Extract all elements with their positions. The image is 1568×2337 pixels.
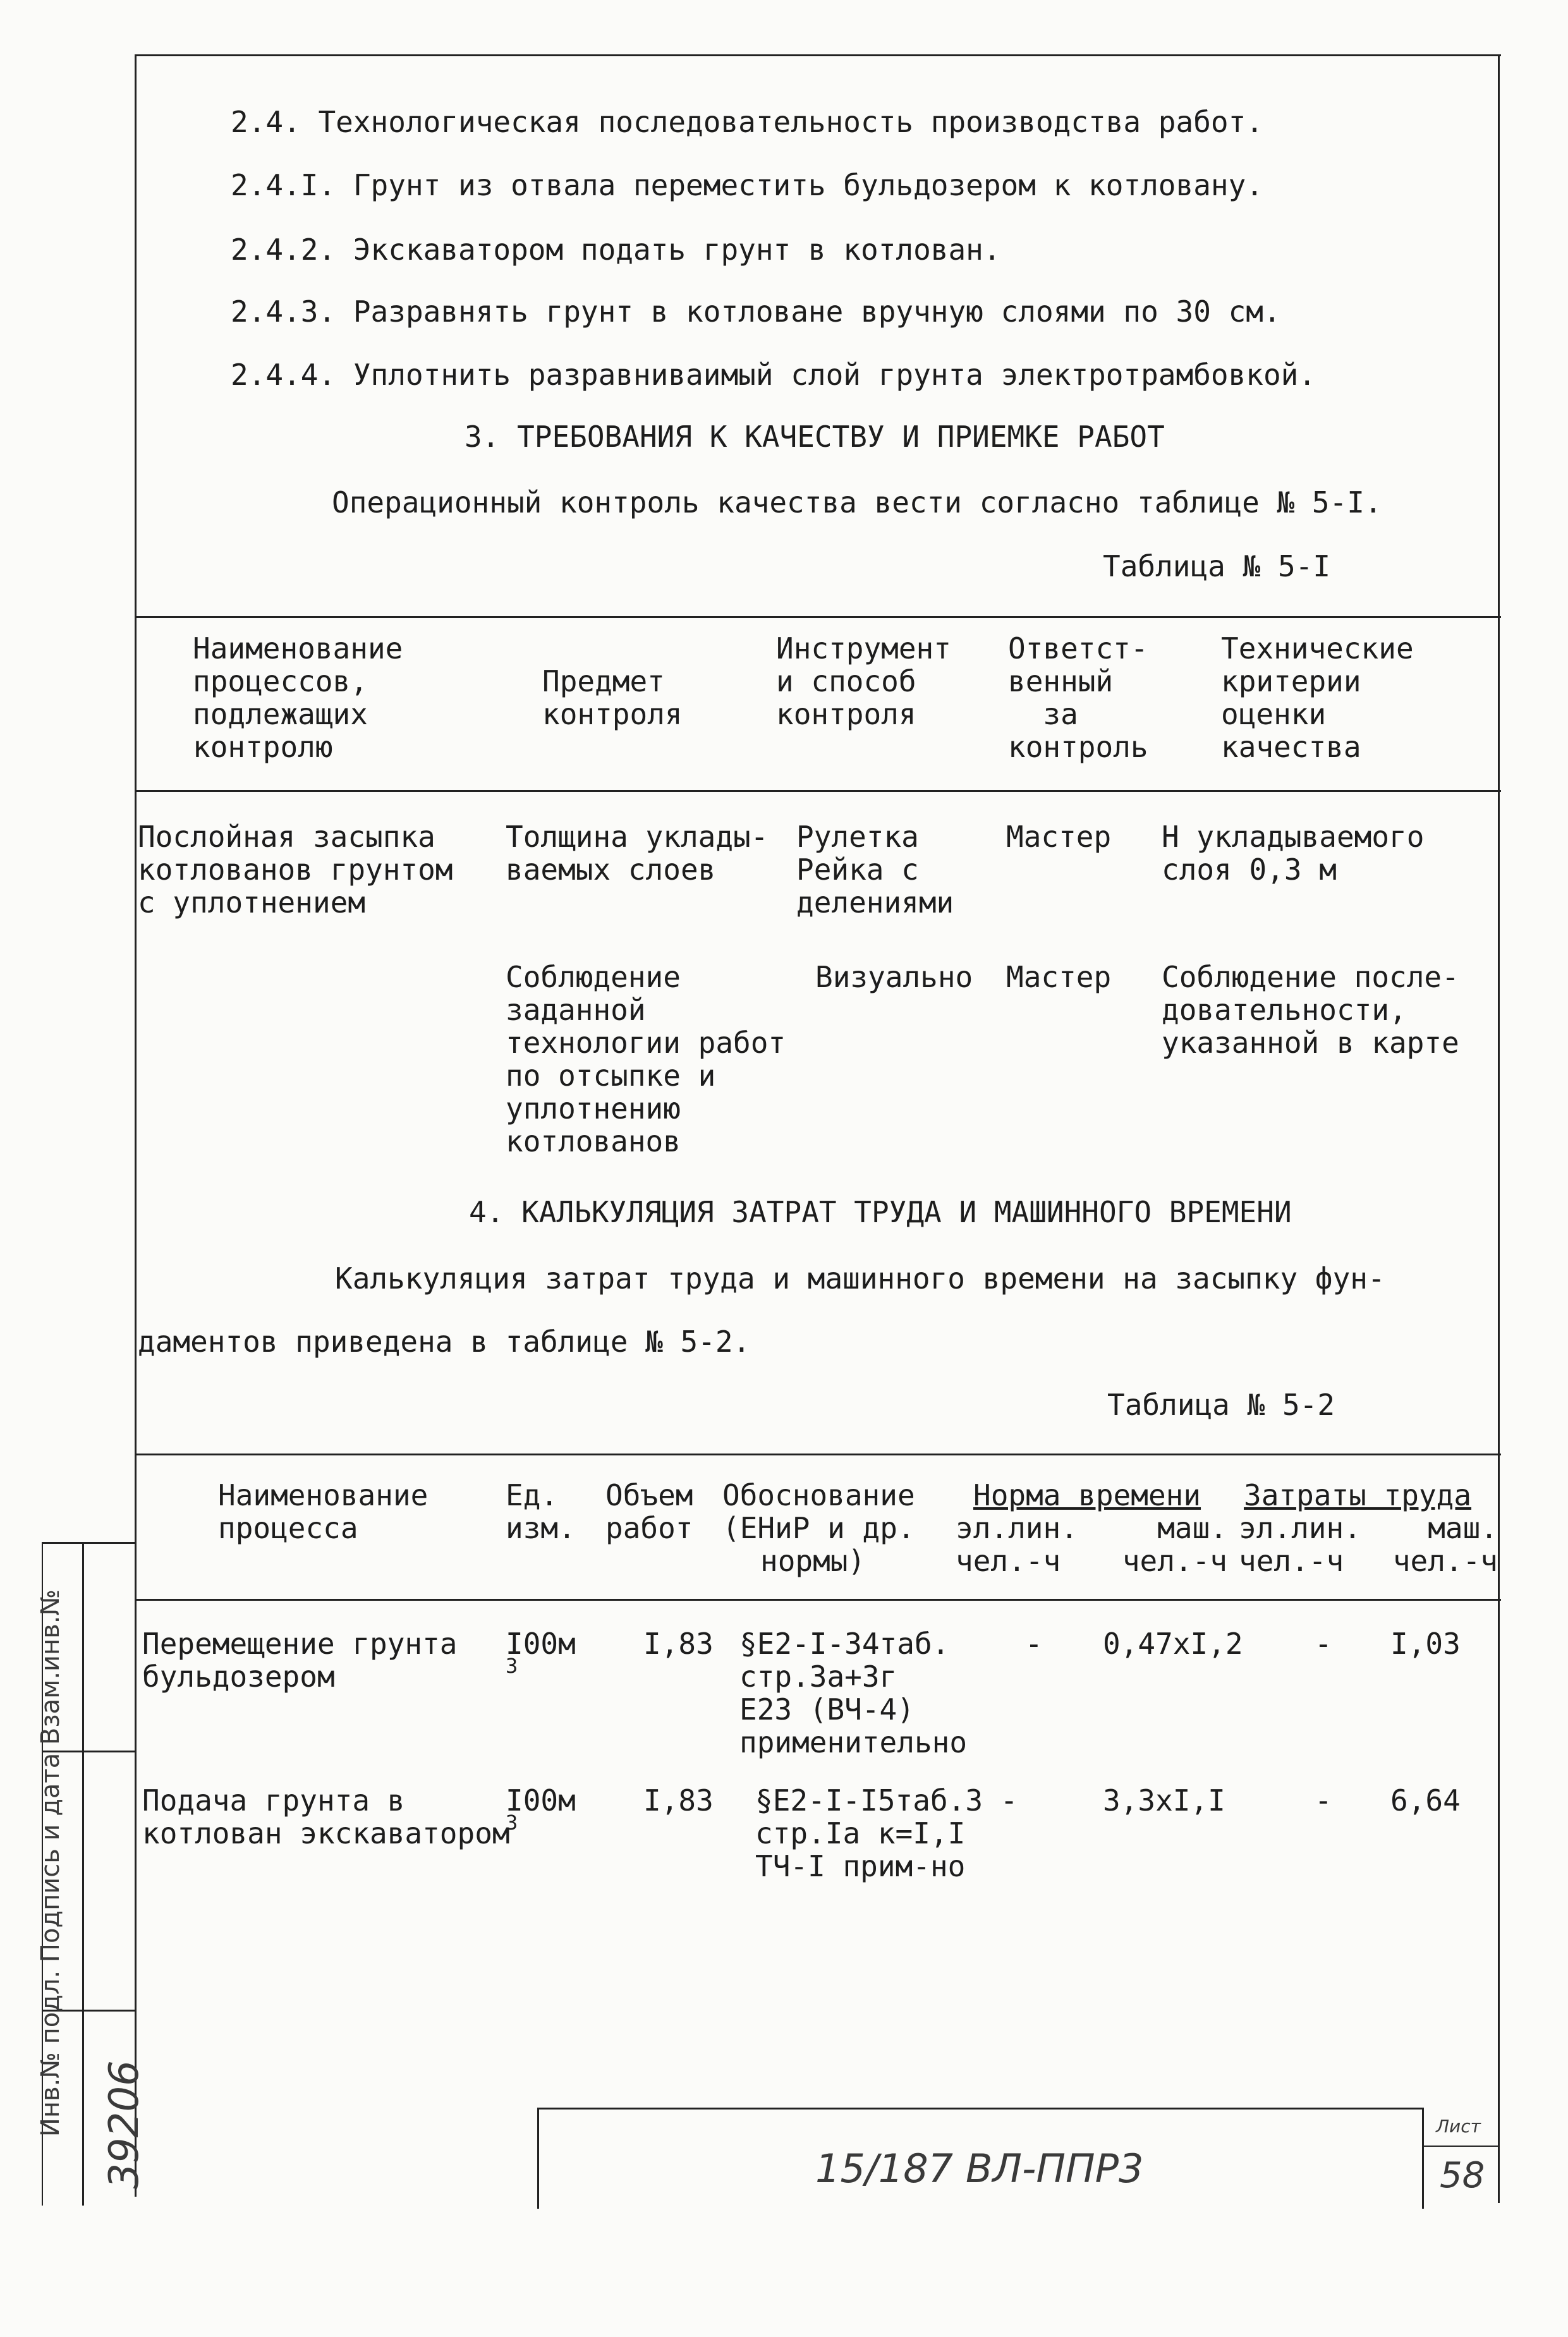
table-5-1-top-rule — [136, 616, 1501, 618]
t1-row2-instrument: Визуально — [815, 960, 973, 994]
table-5-2-header-rule — [136, 1599, 1501, 1601]
t2-row2-cost-el: - — [1315, 1783, 1332, 1818]
t1-header-subject: Предмет контроля — [542, 664, 683, 731]
t2-header-volume: Объем работ — [605, 1478, 693, 1545]
t2-row2-norm-mash: 3,3хI,I — [1103, 1783, 1225, 1818]
side-strip-inner-line — [82, 1542, 84, 2206]
t2-header-cost-el: эл.лин. чел.-ч — [1239, 1511, 1361, 1578]
frame-top-line — [136, 54, 1501, 56]
t2-row1-basis: §Е2-I-34таб. стр.3а+3г Е23 (ВЧ-4) применительно — [739, 1627, 968, 1759]
section-4-intro-line2: даментов приведена в таблице № 5-2. — [138, 1325, 751, 1359]
t2-row1-name: Перемещение грунта бульдозером — [142, 1627, 458, 1694]
frame-left-line — [135, 54, 137, 2197]
t1-row2-criteria: Соблюдение после- довательности, указанной в карте — [1162, 960, 1459, 1060]
title-block-top-line — [537, 2108, 1422, 2109]
table-5-1-header-rule — [136, 790, 1501, 792]
section-4-intro-line1: Калькуляция затрат труда и машинного времени на засыпку фун- — [335, 1261, 1385, 1296]
table-5-1-caption: Таблица № 5-I — [1103, 549, 1331, 583]
section-4-heading: 4. КАЛЬКУЛЯЦИЯ ЗАТРАТ ТРУДА И МАШИННОГО ВРЕМЕНИ — [469, 1195, 1292, 1229]
t1-header-processes: Наименование процессов, подлежащих контролю — [193, 631, 403, 764]
step-2-4-1: 2.4.I. Грунт из отвала переместить бульдозером к котловану. — [231, 168, 1263, 202]
t2-row1-volume: I,83 — [643, 1627, 714, 1661]
t2-header-name: Наименование процесса — [218, 1478, 428, 1545]
t1-header-instrument: Инструмент и способ контроля — [776, 631, 951, 731]
side-strip-label: Инв.№ подл. Подпись и дата Взам.инв.№ — [36, 1589, 65, 2137]
section-3-heading: 3. ТРЕБОВАНИЯ К КАЧЕСТВУ И ПРИЕМКЕ РАБОТ — [465, 420, 1165, 454]
t2-header-norm-group: Норма времени — [973, 1478, 1201, 1512]
t1-row1-subject: Толщина уклады- ваемых слоев — [506, 820, 769, 887]
t2-header-cost-mash: маш. чел.-ч — [1392, 1511, 1498, 1578]
section-3-intro: Операционный контроль качества вести согласно таблице № 5-I. — [332, 485, 1382, 519]
step-2-4-3: 2.4.3. Разравнять грунт в котловане вручную слоями по 30 см. — [231, 294, 1281, 329]
t1-row1-instrument: Рулетка Рейка с делениями — [796, 820, 954, 920]
title-block-right-line — [1422, 2108, 1424, 2209]
t2-row2-volume: I,83 — [643, 1783, 714, 1818]
t1-row1-responsible: Мастер — [1006, 820, 1112, 854]
table-5-2-caption: Таблица № 5-2 — [1107, 1388, 1335, 1422]
title-block-left-line — [537, 2108, 539, 2209]
t2-row1-cost-mash: I,03 — [1390, 1627, 1461, 1661]
sheet-label: Лист — [1436, 2116, 1481, 2137]
t2-header-norm-mash: маш. чел.-ч — [1122, 1511, 1227, 1578]
t2-header-basis: Обоснование (ЕНиР и др. нормы) — [722, 1478, 915, 1578]
t2-row2-unit: I00м $^3$ — [506, 1783, 576, 1835]
frame-right-line — [1498, 54, 1500, 2203]
step-2-4-4: 2.4.4. Уплотнить разравниваимый слой грунта электротрамбовкой. — [231, 358, 1316, 392]
t1-row1-process: Послойная засыпка котлованов грунтом с уплотнением — [138, 820, 453, 920]
t2-row1-norm-mash: 0,47хI,2 — [1103, 1627, 1243, 1661]
step-2-4-2: 2.4.2. Экскаватором подать грунт в котлован. — [231, 233, 1001, 267]
t2-header-unit: Ед. изм. — [506, 1478, 576, 1545]
t1-header-responsible: Ответст- венный за контроль — [1008, 631, 1148, 764]
section-2-4-heading: 2.4. Технологическая последовательность производства работ. — [231, 105, 1263, 139]
t1-header-criteria: Технические критерии оценки качества — [1221, 631, 1414, 764]
t1-row2-subject: Соблюдение заданной технологии работ по отсыпке и уплотнению котлованов — [506, 960, 786, 1158]
page-box-divider — [1424, 2146, 1498, 2147]
t2-row1-unit: I00м $^3$ — [506, 1627, 576, 1678]
t2-row1-cost-el: - — [1315, 1627, 1332, 1661]
t2-row1-norm-el: - — [1025, 1627, 1043, 1661]
document-code: 15/187 ВЛ-ППР3 — [815, 2146, 1144, 2192]
t2-row2-cost-mash: 6,64 — [1390, 1783, 1461, 1818]
t1-row2-responsible: Мастер — [1006, 960, 1112, 994]
t2-header-norm-el: эл.лин. чел.-ч — [956, 1511, 1078, 1578]
t2-row2-name: Подача грунта в котлован экскаватором — [142, 1783, 510, 1850]
t2-header-cost-group: Затраты труда — [1244, 1478, 1472, 1512]
table-5-2-top-rule — [136, 1454, 1501, 1455]
inventory-number: 39206 — [100, 2060, 148, 2189]
page-number: 58 — [1440, 2155, 1485, 2196]
t2-row2-basis: §Е2-I-I5таб.3 - стр.Iа к=I,I ТЧ-I прим-но — [755, 1783, 1018, 1883]
t1-row1-criteria: Н укладываемого слоя 0,3 м — [1162, 820, 1425, 887]
